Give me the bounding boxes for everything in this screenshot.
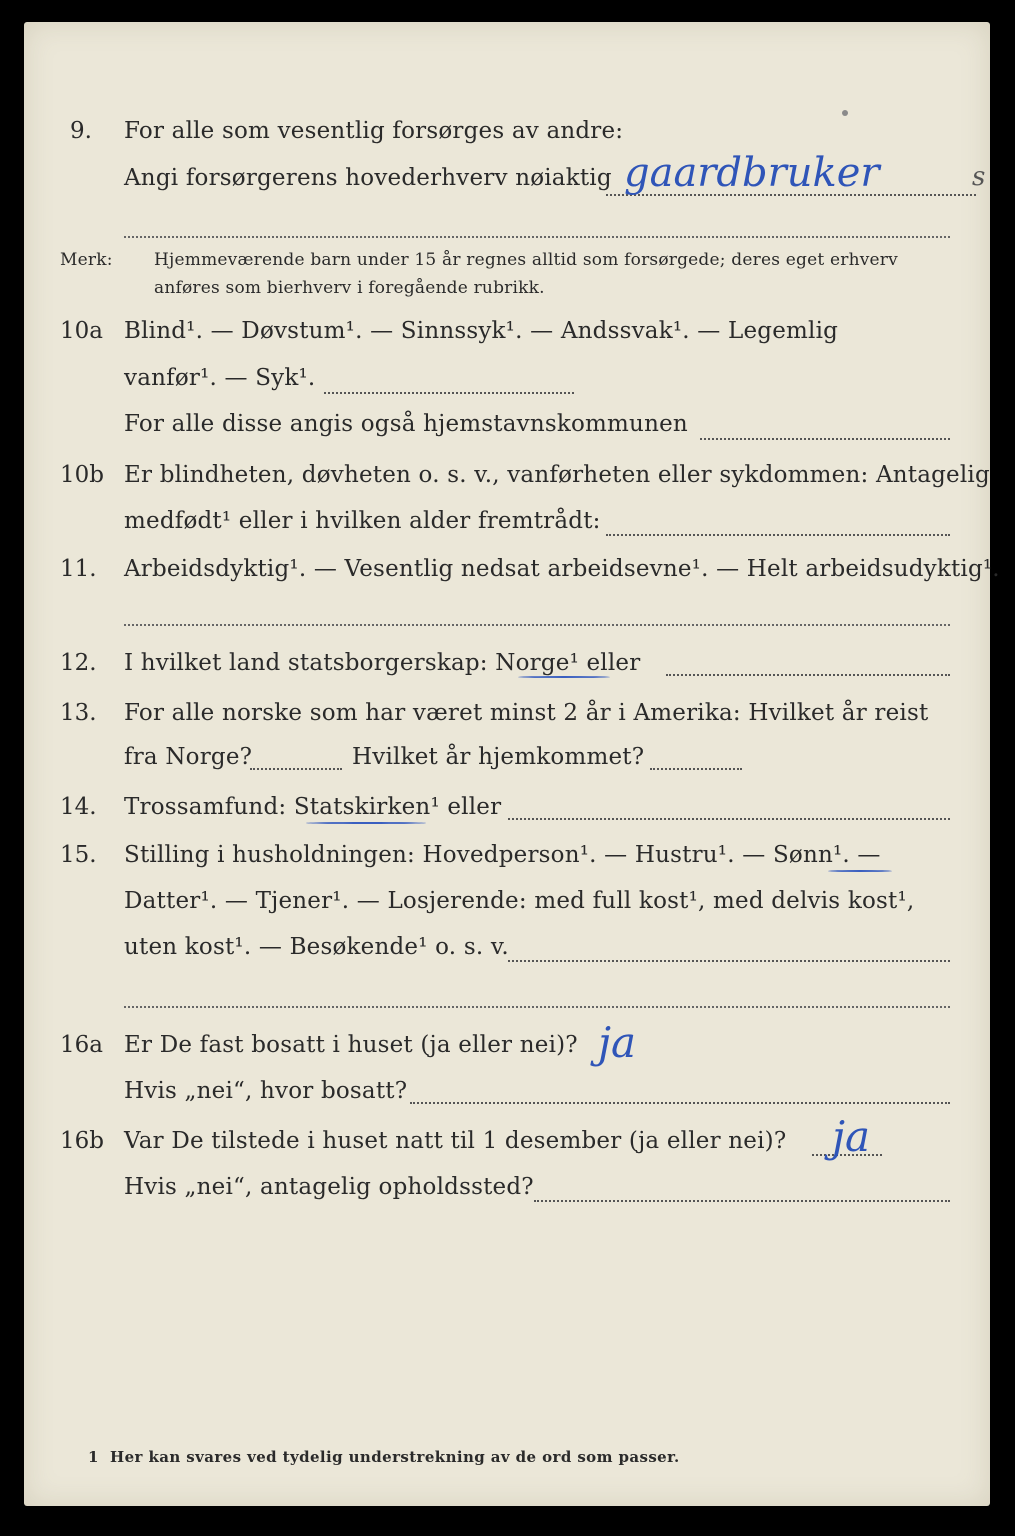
q11-number: 11. <box>60 556 97 582</box>
q9-answer-tail: s <box>972 162 986 192</box>
q15-line2: Datter¹. — Tjener¹. — Losjerende: med full kost¹, med delvis kost¹, <box>124 888 915 914</box>
q16b-line2: Hvis „nei“, antagelig opholdssted? <box>124 1174 534 1200</box>
footnote-text: Her kan svares ved tydelig understrekning av de ord som passer. <box>110 1448 680 1466</box>
merk-line1: Hjemmeværende barn under 15 år regnes alltid som forsørgede; deres eget erhverv <box>154 250 898 270</box>
q13-departure-line <box>250 768 342 770</box>
q16a-answer-handwritten: ja <box>598 1018 637 1067</box>
q9-line2: Angi forsørgerens hovederhverv nøiaktig <box>124 165 612 191</box>
q16b-residence-line <box>534 1200 950 1202</box>
q12-number: 12. <box>60 650 97 676</box>
q16b-number: 16b <box>60 1128 104 1154</box>
q15-line3: uten kost¹. — Besøkende¹ o. s. v. <box>124 934 509 960</box>
q14-line1: Trossamfund: Statskirken¹ eller <box>124 794 502 820</box>
q10a-line1: Blind¹. — Døvstum¹. — Sinnssyk¹. — Andssvak¹. — Legemlig <box>124 318 839 344</box>
q11-blank-line <box>124 624 950 626</box>
q15-sonn-underline <box>828 870 892 872</box>
footnote-mark: 1 <box>88 1448 99 1466</box>
q10a-hometown-line <box>700 438 950 440</box>
merk-label: Merk: <box>60 250 113 270</box>
q16a-line2: Hvis „nei“, hvor bosatt? <box>124 1078 408 1104</box>
q14-statskirken-underline <box>306 822 426 824</box>
q12-line1: I hvilket land statsborgerskap: Norge¹ eller <box>124 650 641 676</box>
ink-spot <box>842 110 848 116</box>
q14-number: 14. <box>60 794 97 820</box>
q15-line1: Stilling i husholdningen: Hovedperson¹. — Hustru¹. — Sønn¹. — <box>124 842 881 868</box>
q9-blank-line <box>124 236 950 238</box>
q16a-number: 16a <box>60 1032 103 1058</box>
census-form-page <box>24 22 1000 1506</box>
q14-answer-line <box>508 818 950 820</box>
q12-norge-underline <box>518 676 610 678</box>
q10b-line1: Er blindheten, døvheten o. s. v., vanførheten eller sykdommen: Antagelig <box>124 462 990 488</box>
q13-line2a: fra Norge? <box>124 744 253 770</box>
q15-number: 15. <box>60 842 97 868</box>
q13-line2b: Hvilket år hjemkommet? <box>352 744 645 770</box>
q10a-answer-line <box>324 392 574 394</box>
q9-number: 9. <box>70 118 92 144</box>
q10a-number: 10a <box>60 318 103 344</box>
q13-line1: For alle norske som har været minst 2 år i Amerika: Hvilket år reist <box>124 700 929 726</box>
q16a-answer-line <box>410 1102 950 1104</box>
q10b-number: 10b <box>60 462 104 488</box>
q9-line1: For alle som vesentlig forsørges av andre: <box>124 118 624 144</box>
q13-return-line <box>650 768 742 770</box>
q12-answer-line <box>666 674 950 676</box>
q16b-answer-handwritten: ja <box>832 1112 871 1161</box>
q15-answer-line <box>508 960 950 962</box>
q15-blank-line <box>124 1006 950 1008</box>
q16a-line1: Er De fast bosatt i huset (ja eller nei)? <box>124 1032 578 1058</box>
q10b-answer-line <box>606 534 950 536</box>
q13-number: 13. <box>60 700 97 726</box>
q10a-line2: vanfør¹. — Syk¹. <box>124 365 316 391</box>
merk-line2: anføres som bierhverv i foregående rubrikk. <box>154 278 545 298</box>
q11-line1: Arbeidsdyktig¹. — Vesentlig nedsat arbeidsevne¹. — Helt arbeidsudyktig¹. <box>124 556 1000 582</box>
q9-answer-handwritten: gaardbruker <box>624 150 880 196</box>
q10b-line2: medfødt¹ eller i hvilken alder fremtrådt: <box>124 508 601 534</box>
q10a-line3: For alle disse angis også hjemstavnskommunen <box>124 411 688 437</box>
q16b-line1: Var De tilstede i huset natt til 1 desember (ja eller nei)? <box>124 1128 787 1154</box>
